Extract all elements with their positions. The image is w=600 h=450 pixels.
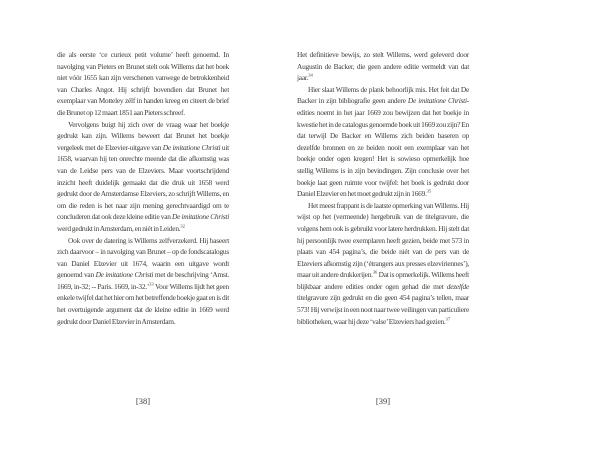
italic-text: De imitatione Christi bbox=[162, 142, 221, 152]
page-right-text bbox=[297, 49, 469, 327]
italic-text: dezelfde bbox=[446, 281, 469, 291]
body-text: Ook over de datering is Willems zelfverzekerd. Hij baseert zich daarvoor – in navolging van Brunet – op de fondscatalogus van Daniel Elzevier uit 1674, waarin een uitgave wordt genoemd van bbox=[57, 235, 229, 280]
body-text: die als eerste ‘ce curieux petit volume’ heeft genoemd. In navolging van Pieters en Brunet stelt ook Willems dat het boek niet vóór 1655 kan zijn verschenen vanwege de betrokkenheid van Charles Angot. Hij schrijft bovendien dat Brunet het exemplaar van Motteley zélf in handen kreeg en citeert de brief die Brunet op 12 maart 1851 aan Pieters schreef. bbox=[57, 50, 229, 117]
paragraph bbox=[57, 49, 229, 119]
footnote-marker: 33 bbox=[149, 281, 154, 287]
body-text: -edities noemt in het jaar 1669 zou bewijzen dat het boekje in kwestie het in de catalogus genoemde boek uit 1669 zou zijn? En dat terwijl De Backer en Willems zich beiden baseren op dezelfde bronnen en ze beiden nooit een exemplaar van het boekje onder ogen kregen! Het is sowieso opmerkelijk hoe stellig Willems is in zijn bevindingen. Zijn conclusie over het boekje laat geen ruimte voor twijfel: het boek is gedrukt door Daniel Elzevier en het moet gedrukt zijn in 1669. bbox=[297, 96, 470, 199]
body-text: uit 1658, waarvan hij ten onrechte meende dat die afkomstig was van de Leidse pers van de Elzeviers. Maar voortschrijdend inzicht heeft duidelijk gemaakt dat die druk uit 1658 werd gedrukt door de Amsterdamse Elzeviers, zo schrijft Willems, en om die reden is het naar zijn mening gerechtvaardigd om te concluderen dat ook deze kleine editie van bbox=[57, 142, 229, 222]
page-left bbox=[57, 49, 229, 327]
footnote-marker: 34 bbox=[308, 72, 313, 78]
footnote-marker: 35 bbox=[426, 188, 432, 194]
paragraph bbox=[297, 200, 469, 328]
body-text: met de beschrijving ‘Amst. 1669, in-32; -- Paris. 1669, in-32.’ bbox=[57, 270, 229, 291]
paragraph bbox=[297, 84, 469, 200]
paragraph bbox=[57, 119, 229, 235]
body-text: werd gedrukt in Amsterdam, en niét in Leiden. bbox=[57, 223, 181, 233]
folio-right-page-number: [39] bbox=[375, 396, 391, 406]
italic-text: De imitatione Christi bbox=[172, 212, 229, 222]
folio-left-page-number: [38] bbox=[135, 396, 151, 406]
page-right bbox=[297, 49, 469, 327]
italic-text: De imitatione Christi bbox=[95, 270, 154, 280]
body-text: Voor Willems lijdt het geen enkele twijfel dat het hier om het betreffende boekje gaat en is dit het overtuigende argument dat de kleine editie in 1669 werd gedrukt door Daniel Elzevier in Amsterdam. bbox=[57, 281, 229, 326]
body-text: Het definitieve bewijs, zo stelt Willems, werd geleverd door Augustin de Backer, die geen andere editie vermeldt van dat jaar. bbox=[297, 50, 469, 83]
page-left-text bbox=[57, 49, 229, 327]
body-text: Vervolgens buigt hij zich over de vraag waar het boekje gedrukt kan zijn. Willems beweert dat Brunet het boekje vergeleek met de Elzevier-uitgave van bbox=[57, 119, 229, 152]
footnote-marker: 32 bbox=[180, 223, 185, 229]
footnote-marker: 37 bbox=[445, 316, 451, 322]
body-text: Dat is opmerkelijk. Willems heeft blijkbaar andere edities onder ogen gehad die met bbox=[297, 270, 469, 291]
italic-text: De imitatione Christi bbox=[407, 96, 467, 106]
body-text: titelgravure zijn gedrukt en die geen 454 pagina’s tellen, maar 573! Hij verwijst in een noot naar twee veilingen van particuliere bibliotheken, waar hij deze ‘valse’ Elzeviers had gezien. bbox=[297, 293, 469, 326]
paragraph bbox=[297, 49, 469, 84]
body-text: Het meest frappant is de laatste opmerking van Willems. Hij wijst op het (vermeende) hergebruik van de titelgravure, die volgens hem ook is gebruikt voor latere herdrukken. Hij stelt dat hij persoonlijk twee exemplaren heeft gezien, beide met 573 in plaats van 454 pagina’s, die beide niét van de pers van de Elzeviers afkomstig zijn (‘étrangers aux presses elzeviriennes’), maar uit andere drukkerijen. bbox=[297, 200, 469, 280]
footnote-marker: 36 bbox=[372, 269, 378, 275]
paragraph bbox=[57, 235, 229, 328]
body-text: Hier slaat Willems de plank behoorlijk mis. Het feit dat De Backer in zijn bibliografie geen andere bbox=[297, 84, 469, 106]
